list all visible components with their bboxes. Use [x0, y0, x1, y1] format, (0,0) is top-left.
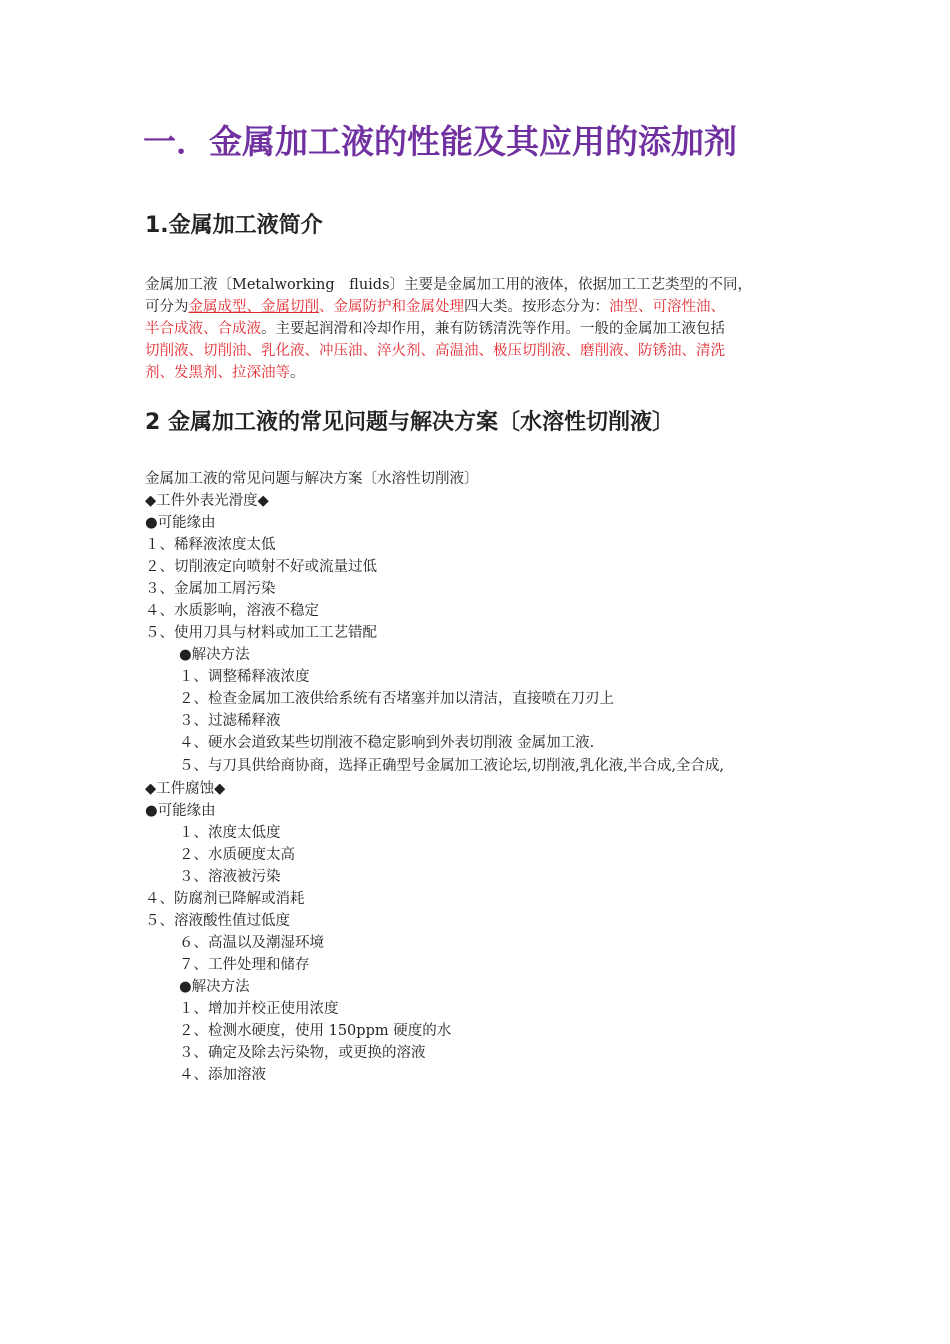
- list-item: ◆工件腐蚀◆: [145, 781, 226, 797]
- highlighted-term: 剂、发黑剂、拉深油等: [145, 365, 290, 381]
- list-item: １、增加并校正使用浓度: [179, 1001, 339, 1017]
- list-item: ３、确定及除去污染物，或更换的溶液: [179, 1045, 426, 1061]
- list-item: １、浓度太低度: [179, 825, 281, 841]
- list-item: ７、工件处理和储存: [179, 957, 310, 973]
- highlighted-term: 金属成型、金属切削: [188, 299, 319, 315]
- intro-line: [145, 274, 807, 296]
- intro-text: 。主要起润滑和冷却作用，兼有防锈清洗等作用。一般的金属加工液包括: [261, 321, 725, 337]
- highlighted-term: 切削液、切削油、乳化液、冲压油、淬火剂、高温油、极压切削液、磨削液、防锈油、清洗: [145, 343, 725, 359]
- list-item: ５、与刀具供给商协商，选择正确型号金属加工液论坛,切削液,乳化液,半合成,全合成,: [179, 758, 725, 774]
- list-item: ２、检查金属加工液供给系统有否堵塞并加以清洁，直接喷在刀刃上: [179, 691, 614, 707]
- intro-text: 金属加工液〔Metalworking fluids〕主要是金属加工用的液体，依据加工工艺类型的不同，: [145, 277, 753, 293]
- intro-line: [145, 362, 807, 384]
- highlighted-term: 、金属防护和金属处理: [319, 299, 464, 315]
- list-item: ●解决方法: [179, 979, 250, 995]
- section-1-heading: 1.金属加工液简介: [145, 213, 323, 238]
- document-title: 一．金属加工液的性能及其应用的添加剂: [143, 122, 737, 161]
- intro-line: [145, 318, 807, 340]
- list-item: １、稀释液浓度太低: [145, 537, 276, 553]
- list-item: ２、切削液定向喷射不好或流量过低: [145, 559, 377, 575]
- list-item: ◆工件外表光滑度◆: [145, 493, 269, 509]
- list-item: ●可能缘由: [145, 515, 216, 531]
- list-item: ２、检测水硬度，使用 150ppm 硬度的水: [179, 1023, 452, 1039]
- list-item: 金属加工液的常见问题与解决方案〔水溶性切削液〕: [145, 471, 479, 487]
- list-item: ６、高温以及潮湿环境: [179, 935, 324, 951]
- list-item: ３、金属加工屑污染: [145, 581, 276, 597]
- section-2-heading: 2 金属加工液的常见问题与解决方案〔水溶性切削液〕: [145, 410, 674, 435]
- list-item: ４、水质影响，溶液不稳定: [145, 603, 319, 619]
- list-item: ４、硬水会道致某些切削液不稳定影响到外表切削液 金属加工液.: [179, 735, 595, 751]
- intro-text: 可分为: [145, 299, 189, 315]
- list-item: ●解决方法: [179, 647, 250, 663]
- highlighted-term: 油型、可溶性油、: [609, 299, 725, 315]
- list-item: １、调整稀释液浓度: [179, 669, 310, 685]
- list-item: ●可能缘由: [145, 803, 216, 819]
- list-item: ２、水质硬度太高: [179, 847, 295, 863]
- intro-text: 四大类。按形态分为：: [464, 299, 609, 315]
- section-1-intro-paragraph: [145, 274, 807, 384]
- list-item: ５、使用刀具与材料或加工工艺错配: [145, 625, 377, 641]
- intro-line: [145, 296, 807, 318]
- intro-line: [145, 340, 807, 362]
- list-item: ５、溶液酸性值过低度: [145, 913, 290, 929]
- list-item: ３、溶液被污染: [179, 869, 281, 885]
- list-item: ４、添加溶液: [179, 1067, 266, 1083]
- list-item: ４、防腐剂已降解或消耗: [145, 891, 305, 907]
- highlighted-term: 半合成液、合成液: [145, 321, 261, 337]
- list-item: ３、过滤稀释液: [179, 713, 281, 729]
- intro-text: 。: [290, 365, 305, 381]
- section-2-problem-list: [145, 468, 815, 1086]
